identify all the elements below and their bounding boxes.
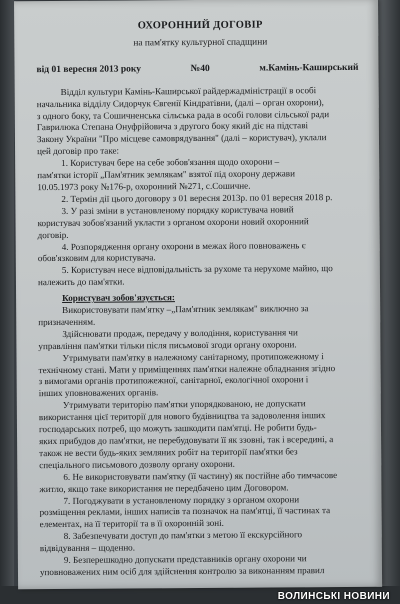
document-body [14,0,382,579]
obligation-line: з вимогами органів протипожежної, санітарної, екологічної охорони і [38,374,309,387]
obligation-line: Здійснювати продаж, передачу у володіння, користування чи [62,327,298,339]
obligation-line: Утримувати пам'ятку в належному санітарному, протипожежному і [62,350,324,363]
clause-line: користувач зобов'язаний укласти з органом охорони новий охоронний [37,215,309,228]
obligation-line: 9. Безперешкодно допускати представників органу охорони чи [63,553,307,565]
obligation-line: 6. Не використовувати пам'ятку (її частину) як постійне або тимчасове [63,469,338,482]
clause-line: 1. Користувач бере на себе зобов'язання щодо охорони – [61,156,280,169]
obligation-line: житло, якщо таке використання не передбачено цим Договором. [39,481,289,494]
obligation-line: яких прибудов до пам'ятки, не перебудовувати її як ззовні, так і всередині, а [39,434,334,447]
obligation-line: 7. Погоджувати в установленому порядку з органом охорони [63,493,300,506]
obligation-line: використання цієї території для нового будівництва та задоволення інших [38,410,326,423]
intro-line: Відділ культури Камінь-Каширської райдержадміністрації в особі [60,84,317,97]
clause-line: 10.05.1973 року №176-р, охоронний №271, с.Сошичне. [37,180,251,193]
clause-line: 3. У разі зміни в установленому порядку користувача новий [61,204,294,216]
intro-line: начальника відділу Сидорчук Євгенії Кіндратівни, (далі – орган охорони), [36,96,324,109]
clause-line: 5. Користувач несе відповідальність за рухоме та нерухоме майно, що [61,263,333,276]
date-line [36,63,364,77]
obligation-line: відвідування – щоденно. [39,542,136,554]
intro-paragraph [37,85,365,159]
obligation-line: уповноважених ним осіб для здійснення контролю за виконанням правил [39,565,325,578]
document-page [14,0,382,589]
clauses-list [37,156,366,289]
document-title: ОХОРОННИЙ ДОГОВІР [137,19,263,32]
obligation-line: також не вести будь-яких земляних робіт на території пам'ятки без [39,446,298,459]
intro-line: цей договір про таке: [37,145,120,157]
contract-date: від 01 вересня 2013 року [36,64,142,75]
obligations-section [38,291,368,579]
clause-line: 2. Термін дії цього договору з 01 вересня 2013р. по 01 вересня 2018 р. [61,191,333,204]
clause-line: обов'язковим для користувача. [37,252,156,264]
clause-line: договір. [37,229,69,240]
news-watermark: ВОЛИНСЬКІ НОВИНИ [277,591,390,602]
obligation-line: технічному стані. Мати у приміщеннях пам'ятки належне обладнання згідно [38,362,336,375]
clause-line: 4. Розпорядження органу охорони в межах його повноважень є [61,239,306,252]
document-subtitle: на пам'ятку культурної спадщини [133,37,268,49]
background-left [0,0,14,604]
obligation-line: управління пам'ятки тільки після письмової згоди органу охорони. [38,339,297,351]
intro-line: Гаврилюка Степана Онуфрійовича з другого боку який діє на підставі [36,120,309,133]
obligation-line: Утримувати територію пам'ятки упорядкованою, не допускати [62,398,306,411]
intro-line: з одного боку, та Сошичненська сільська рада в особі голови сільської ради [36,108,330,121]
obligation-line: елементах, на її території та в її охоронній зоні. [39,518,224,530]
obligation-line: спеціального письмового дозволу органу охорони. [39,458,235,470]
intro-line: Закону України "Про місцеве самоврядування" (далі – користувач), уклали [36,132,327,145]
clause-line: належить до пам'ятки. [37,276,125,288]
contract-number: №40 [190,63,210,74]
obligation-line: призначенням. [38,316,96,328]
obligation-line: господарських потреб, що можуть зашкодити пам'ятці. Не робити будь- [38,422,317,435]
contract-place: м.Камінь-Каширський [259,62,359,74]
obligation-line: Використовувати пам'ятку –„Пам'ятник землякам" виключно за [62,303,309,315]
obligation-line: інших уповноважених органів. [38,387,159,399]
section-heading: Користувач зобов'язується: [62,292,175,304]
clause-line: пам'ятки історії „Пам'ятник землякам" взятої під охорону держави [37,168,295,181]
obligation-line: розміщення реклами, інших написів та позначок на пам'ятці, її частинах та [39,505,331,518]
obligation-line: 8. Забезпечувати доступ до пам'ятки з метою її екскурсійного [63,529,303,542]
